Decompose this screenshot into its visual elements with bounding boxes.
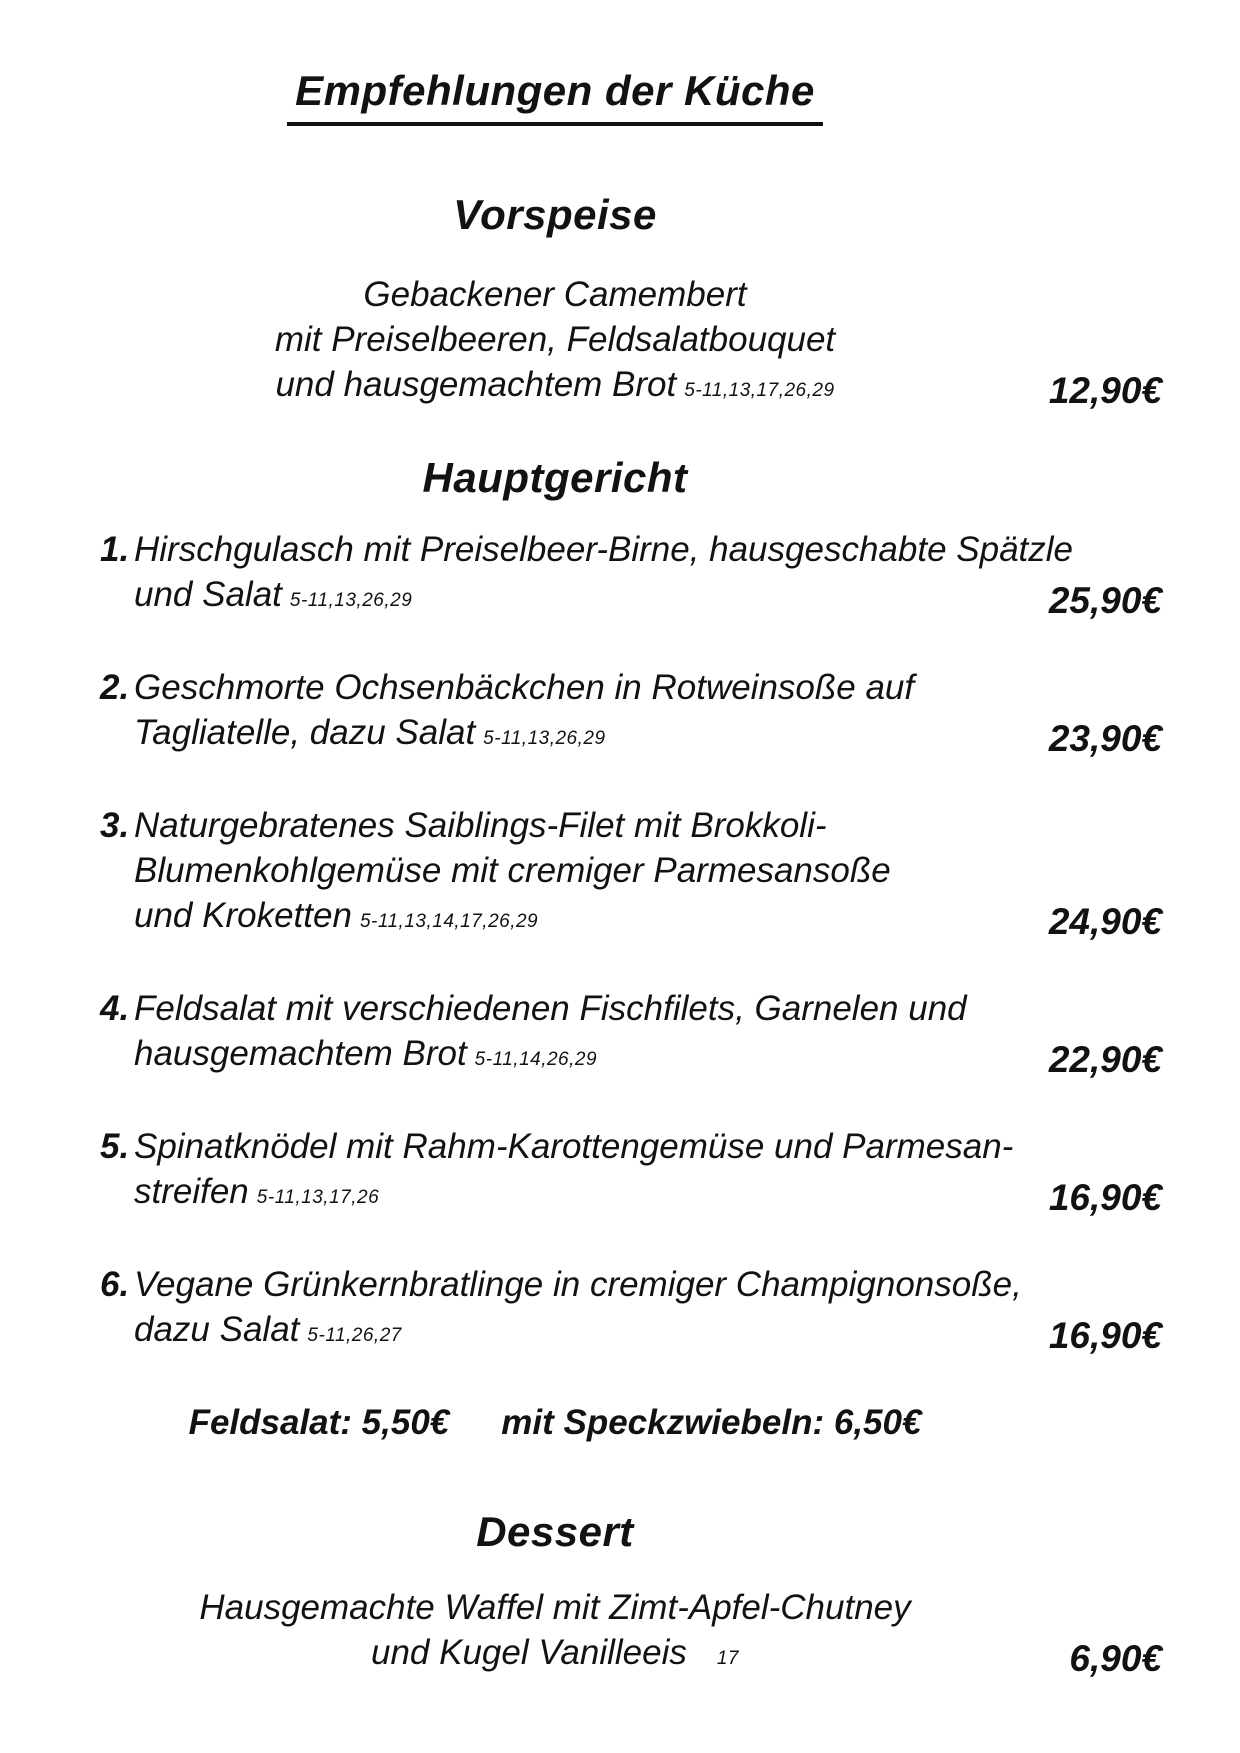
dish-number: 4.: [100, 989, 130, 1028]
dish-line-text: dazu Salat: [134, 1310, 300, 1349]
section-heading-hauptgericht-wrap: [100, 451, 1010, 505]
dish-item-5: [100, 1124, 1162, 1220]
dish-line: Hirschgulasch mit Preiselbeer-Birne, hausgeschabte Spätzle: [134, 530, 1074, 569]
section-heading-hauptgericht: Hauptgericht: [422, 454, 688, 501]
allergen-list: 17: [716, 1648, 739, 1669]
price: 24,90€: [1048, 901, 1162, 942]
dish-line: Geschmorte Ochsenbäckchen in Rotweinsoße auf: [134, 668, 915, 707]
section-heading-vorspeise: Vorspeise: [453, 191, 657, 238]
dish-line: Naturgebratenes Saiblings-Filet mit Brokkoli-: [134, 806, 827, 845]
dish-line: mit Preiselbeeren, Feldsalatbouquet: [274, 320, 836, 359]
dish-line: Gebackener Camembert: [363, 275, 747, 314]
dish-line: [134, 1031, 1162, 1082]
price: 25,90€: [1048, 580, 1162, 621]
allergen-list: 5-11,26,27: [307, 1325, 402, 1346]
dish-line: [134, 893, 1162, 944]
dish-item-1: [100, 527, 1162, 623]
dish-number: 1.: [100, 530, 130, 569]
dish-line-text: und Kroketten: [134, 896, 352, 935]
dish-line-text: und Salat: [134, 575, 282, 614]
dish-line: [100, 1630, 1010, 1681]
dish-item-4: [100, 986, 1162, 1082]
section-heading-vorspeise-wrap: [100, 188, 1010, 242]
section-heading-dessert: Dessert: [476, 1508, 634, 1555]
allergen-list: 5-11,13,26,29: [483, 728, 606, 749]
dish-line: Feldsalat mit verschiedenen Fischfilets, Garnelen und: [134, 989, 967, 1028]
dish-line: [100, 362, 1010, 413]
side-salad-note-right: mit Speckzwiebeln: 6,50€: [501, 1403, 922, 1442]
dish-line: Hausgemachte Waffel mit Zimt-Apfel-Chutney: [199, 1588, 911, 1627]
allergen-list: 5-11,13,14,17,26,29: [359, 911, 539, 932]
price: 23,90€: [1048, 718, 1162, 759]
price: 16,90€: [1048, 1315, 1162, 1356]
price: 16,90€: [1048, 1177, 1162, 1218]
allergen-list: 5-11,14,26,29: [474, 1049, 598, 1070]
dish-item-3: [100, 803, 1162, 944]
section-heading-dessert-wrap: [100, 1505, 1010, 1559]
dish-line: Vegane Grünkernbratlinge in cremiger Champignonsoße,: [134, 1265, 1022, 1304]
dish-line: [134, 1169, 1162, 1220]
dish-line: [134, 1307, 1162, 1358]
dish-line: [134, 572, 1162, 623]
allergen-list: 5-11,13,17,26: [256, 1187, 380, 1208]
dish-item-6: [100, 1262, 1162, 1358]
dish-line-text: Tagliatelle, dazu Salat: [134, 713, 476, 752]
allergen-list: 5-11,13,17,26,29: [684, 380, 835, 401]
dish-item-2: [100, 665, 1162, 761]
page-title: Empfehlungen der Küche: [287, 64, 823, 126]
dish-number: 2.: [100, 668, 130, 707]
dish-line: Blumenkohlgemüse mit cremiger Parmesansoße: [134, 851, 891, 890]
price: 6,90€: [1069, 1638, 1162, 1679]
price: 12,90€: [1048, 370, 1162, 411]
dish-number: 5.: [100, 1127, 130, 1166]
dish-line-text: hausgemachtem Brot: [134, 1034, 467, 1073]
page-title-wrap: [100, 64, 1010, 126]
allergen-list: 5-11,13,26,29: [289, 590, 413, 611]
dish-number: 3.: [100, 806, 130, 845]
dish-line-text: und Kugel Vanilleeis: [370, 1633, 687, 1672]
price: 22,90€: [1048, 1039, 1162, 1080]
dish-line-text: und hausgemachtem Brot: [275, 365, 677, 404]
dish-line-text: streifen: [134, 1172, 249, 1211]
side-salad-note: [100, 1400, 1010, 1445]
dessert-item: [100, 1585, 1162, 1681]
side-salad-note-left: Feldsalat: 5,50€: [188, 1403, 450, 1442]
dish-line: Spinatknödel mit Rahm-Karottengemüse und Parmesan-: [134, 1127, 1014, 1166]
dish-number: 6.: [100, 1265, 130, 1304]
vorspeise-item: [100, 272, 1162, 413]
dish-line: [134, 710, 1162, 761]
